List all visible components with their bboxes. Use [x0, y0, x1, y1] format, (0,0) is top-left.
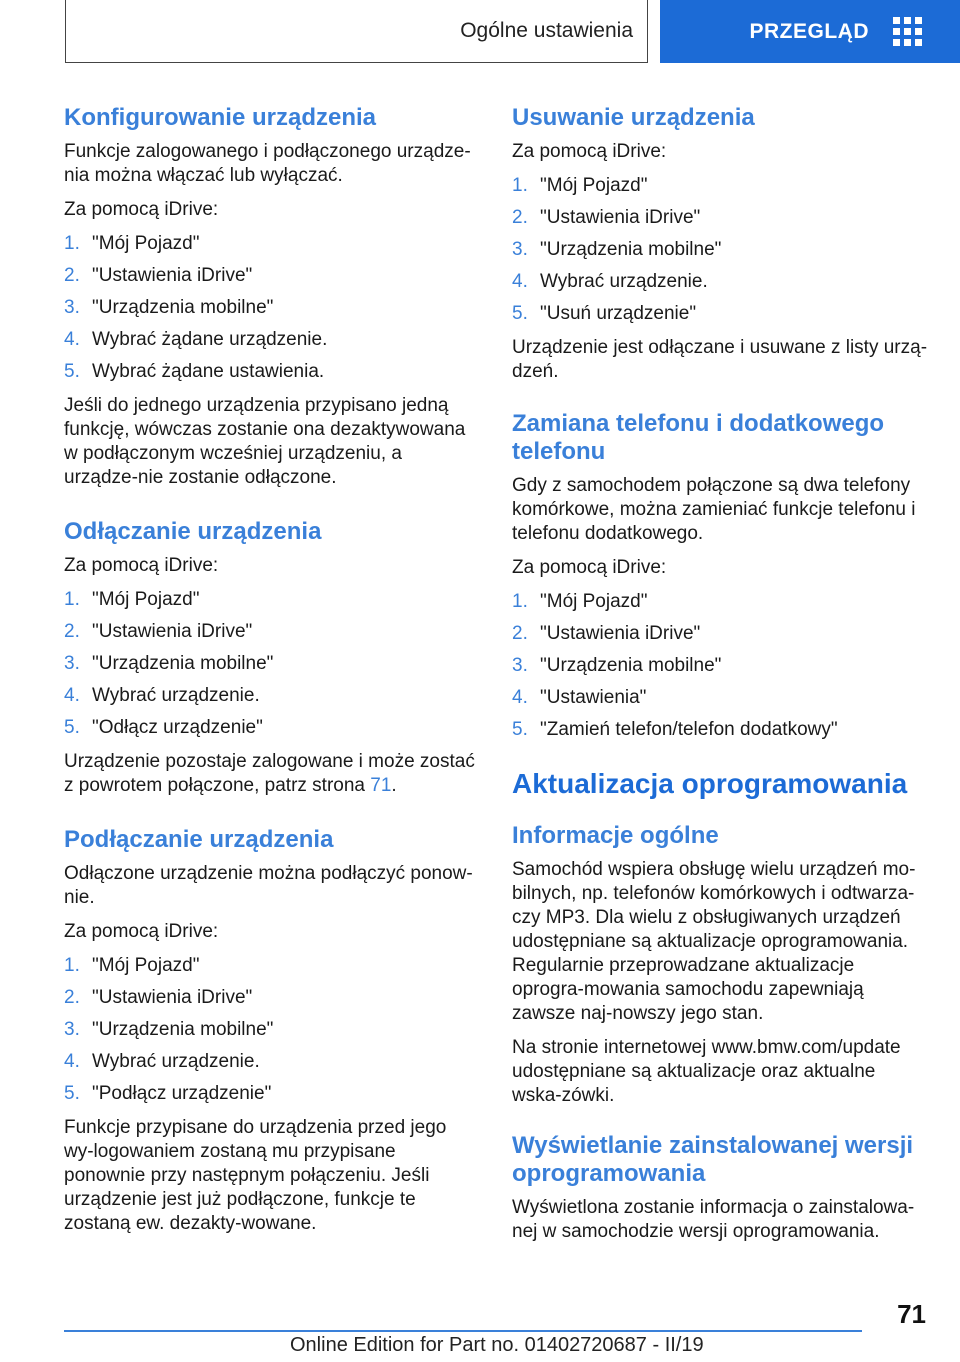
- list-item: 5. Wybrać żądane ustawienia.: [64, 361, 325, 382]
- remove-steps: [512, 174, 928, 326]
- heading-show-version: Wyświetlanie zainstalowanej wersji oprogramowania: [512, 1132, 914, 1187]
- configure-note: Jeśli do jednego urządzenia przypisano jedną funkcję, wówczas zostanie ona dezaktywowana w podłączonym wcześniej urządzeniu, a urządze-nie zostanie odłączone.: [64, 395, 466, 488]
- general-info-p1: Samochód wspiera obsługę wielu urządzeń mo-bilnych, np. telefonów komórkowych i odtwarza-czy MP3. Dla wielu z obsługiwanych urządzeń udostępniane są aktualizacje oprogramowania. Regularnie przeprowadzane aktualizacje oprogra-mowania samochodu zapewniają zawsze naj-nowszy jego stan.: [512, 859, 916, 1024]
- connect-steps: [64, 954, 480, 1106]
- heading-configure-device: Konfigurowanie urządzenia: [64, 104, 377, 131]
- grid-menu-icon: [893, 17, 922, 46]
- section-title: Ogólne ustawienia: [460, 19, 633, 42]
- configure-steps: [64, 232, 480, 384]
- left-column: [64, 100, 480, 1236]
- disconnect-note: Urządzenie pozostaje zalogowane i może zostać z powrotem połączone, patrz strona 71.: [64, 751, 475, 796]
- page-link[interactable]: 71: [370, 775, 392, 796]
- disconnect-idrive: Za pomocą iDrive:: [64, 555, 219, 576]
- list-item: 4. Wybrać żądane urządzenie.: [64, 329, 328, 350]
- list-item: 5. "Podłącz urządzenie": [64, 1083, 272, 1104]
- list-item: 4. Wybrać urządzenie.: [64, 685, 260, 706]
- list-item: 1. "Mój Pojazd": [512, 591, 648, 612]
- overview-label: PRZEGLĄD: [749, 19, 869, 43]
- list-item: 2. "Ustawienia iDrive": [64, 987, 253, 1008]
- list-item: 4. Wybrać urządzenie.: [512, 271, 708, 292]
- disconnect-steps: [64, 588, 480, 740]
- list-item: 3. "Urządzenia mobilne": [64, 297, 274, 318]
- list-item: 5. "Usuń urządzenie": [512, 303, 697, 324]
- configure-idrive: Za pomocą iDrive:: [64, 199, 219, 220]
- list-item: 3. "Urządzenia mobilne": [64, 653, 274, 674]
- connect-idrive: Za pomocą iDrive:: [64, 921, 219, 942]
- list-item: 3. "Urządzenia mobilne": [512, 239, 722, 260]
- chapter-software-update: Aktualizacja oprogramowania: [512, 768, 908, 799]
- list-item: 3. "Urządzenia mobilne": [64, 1019, 274, 1040]
- configure-intro: Funkcje zalogowanego i podłączonego urządze-nia można włączać lub wyłączać.: [64, 141, 471, 186]
- header-section-title: [65, 0, 648, 63]
- list-item: 2. "Ustawienia iDrive": [512, 207, 701, 228]
- list-item: 3. "Urządzenia mobilne": [512, 655, 722, 676]
- connect-note: Funkcje przypisane do urządzenia przed jego wy-logowaniem zostaną mu przypisane ponownie przy następnym połączeniu. Jeśli urządzenie jest już podłączone, funkcje te zostaną ew. dezakty-wowane.: [64, 1117, 447, 1234]
- footer-divider: [64, 1330, 862, 1332]
- list-item: 2. "Ustawienia iDrive": [64, 265, 253, 286]
- heading-remove-device: Usuwanie urządzenia: [512, 104, 755, 131]
- list-item: 1. "Mój Pojazd": [512, 175, 648, 196]
- connect-intro: Odłączone urządzenie można podłączyć ponow-nie.: [64, 863, 473, 908]
- show-version-p1: Wyświetlona zostanie informacja o zainstalowa-nej w samochodzie wersji oprogramowania.: [512, 1197, 915, 1242]
- list-item: 4. "Ustawienia": [512, 687, 647, 708]
- heading-swap-phones: Zamiana telefonu i dodatkowego telefonu: [512, 410, 885, 465]
- list-item: 2. "Ustawienia iDrive": [64, 621, 253, 642]
- list-item: 1. "Mój Pojazd": [64, 589, 200, 610]
- footer-edition: Online Edition for Part no. 01402720687 - II/19: [290, 1334, 704, 1356]
- swap-steps: [512, 590, 928, 742]
- heading-connect-device: Podłączanie urządzenia: [64, 826, 334, 853]
- list-item: 1. "Mój Pojazd": [64, 955, 200, 976]
- heading-general-info: Informacje ogólne: [512, 822, 719, 849]
- list-item: 1. "Mój Pojazd": [64, 233, 200, 254]
- swap-intro: Gdy z samochodem połączone są dwa telefony komórkowe, można zamieniać funkcje telefonu i telefonu dodatkowego.: [512, 475, 916, 544]
- heading-disconnect-device: Odłączanie urządzenia: [64, 518, 322, 545]
- list-item: 5. "Odłącz urządzenie": [64, 717, 263, 738]
- swap-idrive: Za pomocą iDrive:: [512, 557, 667, 578]
- right-column: [512, 100, 928, 1244]
- list-item: 2. "Ustawienia iDrive": [512, 623, 701, 644]
- overview-nav-button[interactable]: [660, 0, 960, 63]
- page-number: 71: [897, 1299, 926, 1329]
- list-item: 5. "Zamień telefon/telefon dodatkowy": [512, 719, 838, 740]
- remove-idrive: Za pomocą iDrive:: [512, 141, 667, 162]
- remove-note: Urządzenie jest odłączane i usuwane z listy urzą-dzeń.: [512, 337, 928, 382]
- general-info-p2: Na stronie internetowej www.bmw.com/update udostępniane są aktualizacje oraz aktualne wska-zówki.: [512, 1037, 901, 1106]
- list-item: 4. Wybrać urządzenie.: [64, 1051, 260, 1072]
